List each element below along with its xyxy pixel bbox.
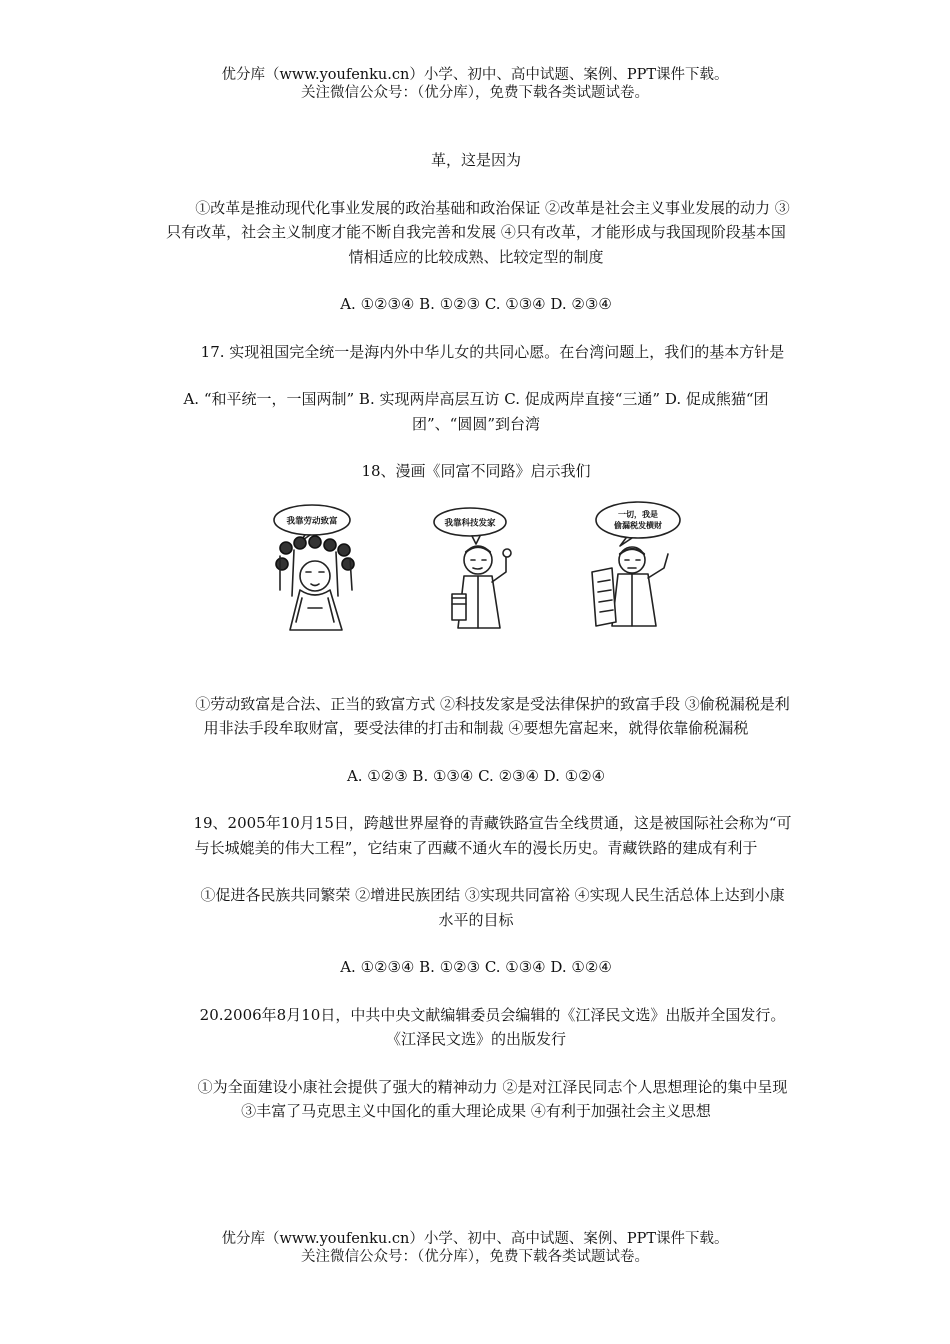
page-header <box>0 66 950 102</box>
footer-line-1: 优分库（www.youfenku.cn）小学、初中、高中试题、案例、PPT课件下载。 <box>221 1231 729 1247</box>
q16-statements: ①改革是推动现代化事业发展的政治基础和政治保证 ②改革是社会主义事业发展的动力 ③只有改革，社会主义制度才能不断自我完善和发展 ④只有改革，才能形成与我国现阶段基本国情相适应的比较成熟、比较定型的制度 <box>166 198 790 266</box>
header-line-2: 关注微信公众号：（优分库），免费下载各类试题试卷。 <box>301 85 649 101</box>
q20-statements: ①为全面建设小康社会提供了强大的精神动力 ②是对江泽民同志个人思想理论的集中呈现 ③丰富了马克思主义中国化的重大理论成果 ④有利于加强社会主义思想 <box>197 1077 788 1120</box>
cartoon-panel-1 <box>274 505 354 630</box>
footer-line-2: 关注微信公众号：（优分库），免费下载各类试题试卷。 <box>301 1249 649 1265</box>
cartoon-panel-2 <box>434 508 511 628</box>
header-line-1: 优分库（www.youfenku.cn）小学、初中、高中试题、案例、PPT课件下载。 <box>221 67 729 83</box>
q19-statements: ①促进各民族共同繁荣 ②增进民族团结 ③实现共同富裕 ④实现人民生活总体上达到小康水平的目标 <box>200 886 785 929</box>
page-footer <box>0 1230 950 1266</box>
cartoon-image <box>260 498 700 648</box>
q19-options: A. ①②③④ B. ①②③ C. ①③④ D. ①②④ <box>340 958 612 976</box>
q18-options: A. ①②③ B. ①③④ C. ②③④ D. ①②④ <box>346 766 606 785</box>
q18-stem: 18、漫画《同富不同路》启示我们 <box>361 462 591 480</box>
q19-stem: 19、2005年10月15日，跨越世界屋脊的青藏铁路宣告全线贯通，这是被国际社会称为“可与长城媲美的伟大工程”，它结束了西藏不通火车的漫长历史。青藏铁路的建成有利于 <box>193 814 792 857</box>
q16-stem-tail: 革，这是因为 <box>430 151 521 169</box>
document-body <box>160 148 792 1147</box>
cartoon-panel-3 <box>592 502 680 626</box>
q20-stem: 20.2006年8月10日，中共中央文献编辑委员会编辑的《江泽民文选》出版并全国发行。《江泽民文选》的出版发行 <box>199 1005 786 1048</box>
panel-3-bubble-line-1: 一切，我是 <box>618 509 658 519</box>
q16-options: A. ①②③④ B. ①②③ C. ①③④ D. ②③④ <box>340 295 612 313</box>
panel-3-bubble-line-2: 偷漏税发横财 <box>614 520 662 530</box>
panel-1-bubble-text: 我靠劳动致富 <box>286 516 338 526</box>
q18-cartoon <box>160 498 792 648</box>
q17-options: A. “和平统一，一国两制” B. 实现两岸高层互访 C. 促成两岸直接“三通” D. 促成熊猫“团团”、“圆圆”到台湾 <box>183 390 769 433</box>
q17-stem: 17. 实现祖国完全统一是海内外中华儿女的共同心愿。在台湾问题上，我们的基本方针是 <box>200 342 785 361</box>
q18-statements: ①劳动致富是合法、正当的致富方式 ②科技发家是受法律保护的致富手段 ③偷税漏税是利用非法手段牟取财富，要受法律的打击和制裁 ④要想先富起来，就得依靠偷税漏税 <box>195 694 790 737</box>
panel-2-bubble-text: 我靠科技发家 <box>444 518 496 528</box>
